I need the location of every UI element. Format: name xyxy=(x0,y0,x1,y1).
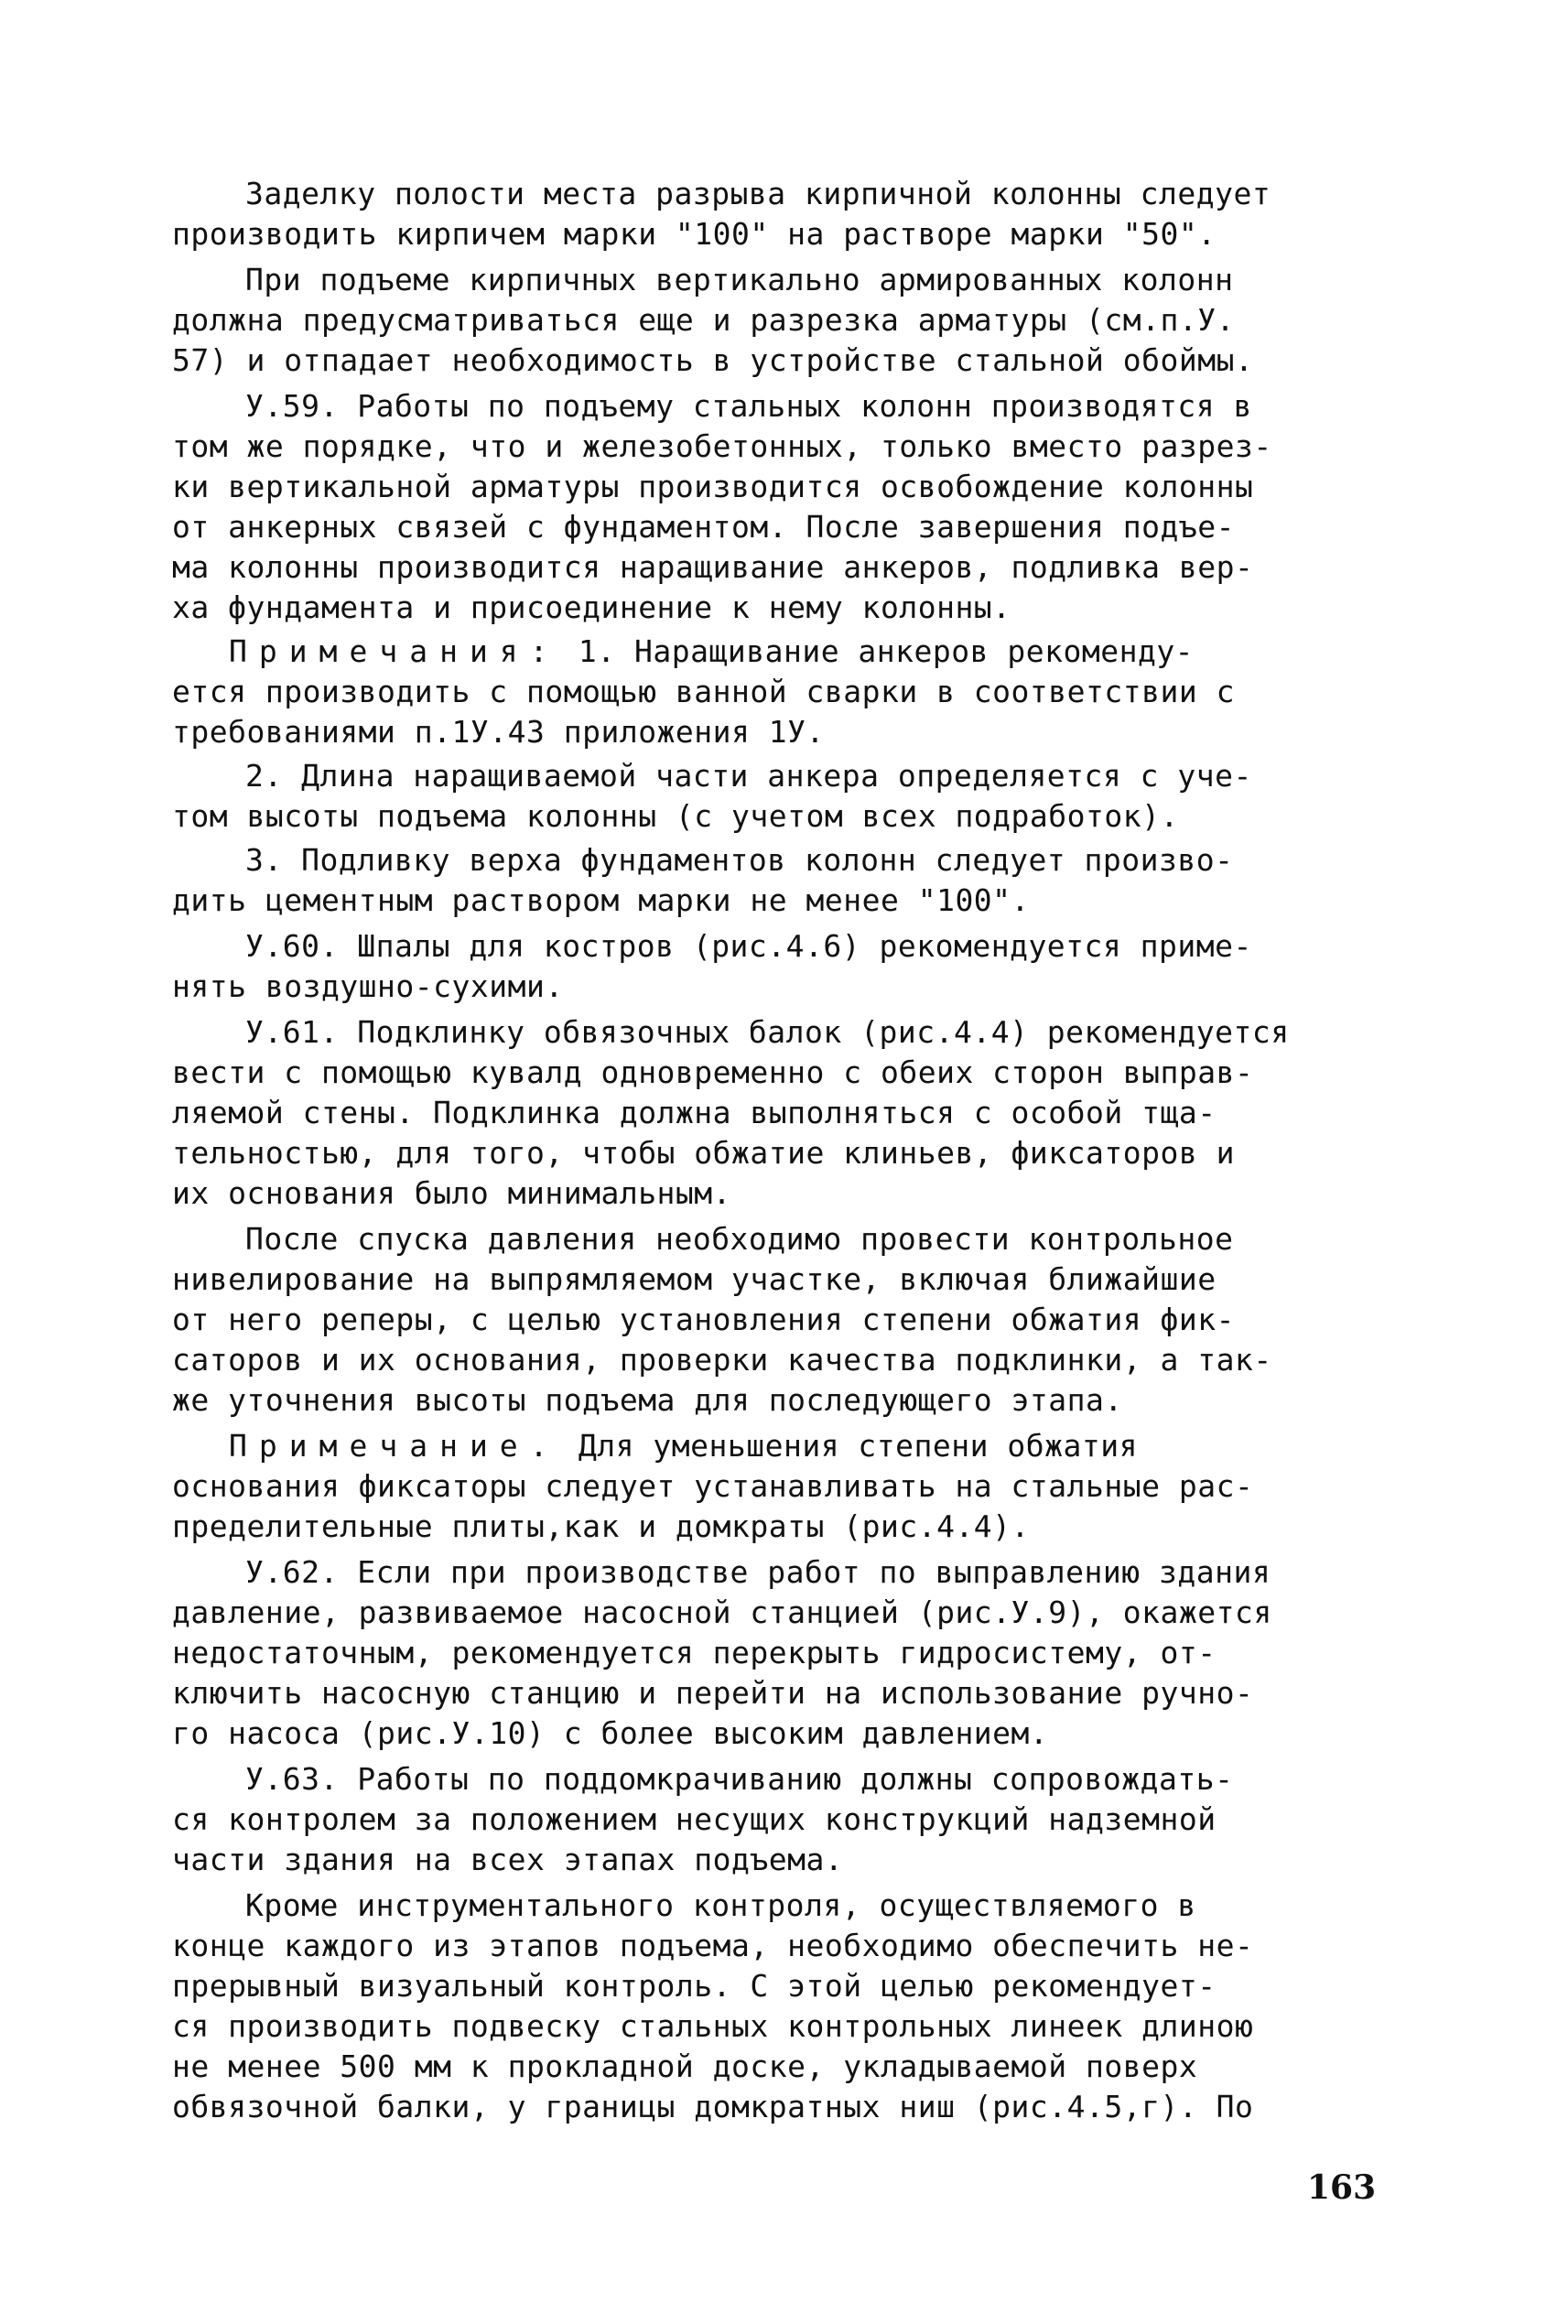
text-line: Заделку полости места разрыва кирпичной колонны следует xyxy=(245,176,1271,211)
text-line: ха фундамента и присоединение к нему колонны. xyxy=(172,589,1011,625)
text-line: ки вертикальной арматуры производится освобождение колонны xyxy=(172,469,1254,504)
text-line: После спуска давления необходимо провести контрольное xyxy=(245,1221,1234,1257)
text-line: саторов и их основания, проверки качества подклинки, а так- xyxy=(172,1342,1272,1378)
note-text: Для уменьшения степени обжатия xyxy=(559,1428,1138,1464)
text-line xyxy=(229,1426,1138,1466)
text-line: 3. Подливку верха фундаментов колонн следует произво- xyxy=(245,842,1234,878)
text-line: У.60. Шпалы для костров (рис.4.6) рекомендуется приме- xyxy=(245,928,1252,964)
text-line: нять воздушно-сухими. xyxy=(172,968,564,1004)
text-line: ся производить подвеску стальных контрольных линеек длиною xyxy=(172,2008,1254,2044)
text-line: ма колонны производится наращивание анкеров, подливка вер- xyxy=(172,549,1254,585)
text-line: части здания на всех этапах подъема. xyxy=(172,1842,844,1877)
text-line: При подъеме кирпичных вертикально армированных колонн xyxy=(245,262,1234,297)
text-line: том же порядке, что и железобетонных, только вместо разрез- xyxy=(172,428,1272,464)
text-line: же уточнения высоты подъема для последующего этапа. xyxy=(172,1382,1123,1418)
text-line: от него реперы, с целью установления степени обжатия фик- xyxy=(172,1302,1235,1337)
text-line: У.61. Подклинку обвязочных балок (рис.4.4) рекомендуется xyxy=(245,1014,1290,1050)
text-line: должна предусматриваться еще и разрезка арматуры (см.п.У. xyxy=(172,302,1235,338)
text-line: У.59. Работы по подъему стальных колонн производятся в xyxy=(245,388,1252,424)
page-number: 163 xyxy=(1307,2168,1377,2207)
text-line: пределительные плиты,как и домкраты (рис.4.4). xyxy=(172,1508,1030,1544)
text-line: их основания было минимальным. xyxy=(172,1175,732,1211)
text-line: от анкерных связей с фундаментом. После завершения подъе- xyxy=(172,509,1235,545)
text-line: дить цементным раствором марки не менее "100". xyxy=(172,882,1030,918)
text-line: том высоты подъема колонны (с учетом всех подработок). xyxy=(172,798,1179,834)
text-line: ется производить с помощью ванной сварки в соответствии с xyxy=(172,674,1235,709)
text-line: недостаточным, рекомендуется перекрыть гидросистему, от- xyxy=(172,1635,1217,1670)
text-line: У.63. Работы по поддомкрачиванию должны сопровождать- xyxy=(245,1761,1234,1797)
text-line: прерывный визуальный контроль. С этой целью рекомендует- xyxy=(172,1968,1217,2004)
text-line: не менее 500 мм к прокладной доске, укладываемой поверх xyxy=(172,2048,1198,2084)
text-line: обвязочной балки, у границы домкратных ниш (рис.4.5,г). По xyxy=(172,2089,1254,2124)
text-line: давление, развиваемое насосной станцией (рис.У.9), окажется xyxy=(172,1594,1272,1630)
note-heading: Примечания: xyxy=(229,633,560,669)
text-line: основания фиксаторы следует устанавливать на стальные рас- xyxy=(172,1468,1254,1504)
text-line: У.62. Если при производстве работ по выправлению здания xyxy=(245,1554,1271,1590)
text-line: Кроме инструментального контроля, осуществляемого в xyxy=(245,1887,1196,1923)
text-line: нивелирование на выпрямляемом участке, включая ближайшие xyxy=(172,1261,1217,1297)
text-line: го насоса (рис.У.10) с более высоким давлением. xyxy=(172,1715,1049,1751)
text-line: 2. Длина наращиваемой части анкера определяется с уче- xyxy=(245,758,1252,794)
text-line xyxy=(229,632,1194,672)
text-line: вести с помощью кувалд одновременно с обеих сторон выправ- xyxy=(172,1054,1254,1090)
text-line: 57) и отпадает необходимость в устройстве стальной обоймы. xyxy=(172,342,1254,378)
note-heading: Примечание. xyxy=(229,1428,560,1464)
text-line: тельностью, для того, чтобы обжатие клиньев, фиксаторов и xyxy=(172,1135,1235,1171)
document-page xyxy=(172,174,1399,2188)
text-line: требованиями п.1У.43 приложения 1У. xyxy=(172,714,825,750)
text-line: производить кирпичем марки "100" на растворе марки "50". xyxy=(172,216,1217,252)
text-line: ляемой стены. Подклинка должна выполняться с особой тща- xyxy=(172,1095,1217,1130)
text-line: конце каждого из этапов подъема, необходимо обеспечить не- xyxy=(172,1928,1254,1963)
note-text: 1. Наращивание анкеров рекоменду- xyxy=(559,633,1195,669)
text-line: ся контролем за положением несущих конструкций надземной xyxy=(172,1801,1217,1837)
text-line: ключить насосную станцию и перейти на использование ручно- xyxy=(172,1675,1254,1711)
